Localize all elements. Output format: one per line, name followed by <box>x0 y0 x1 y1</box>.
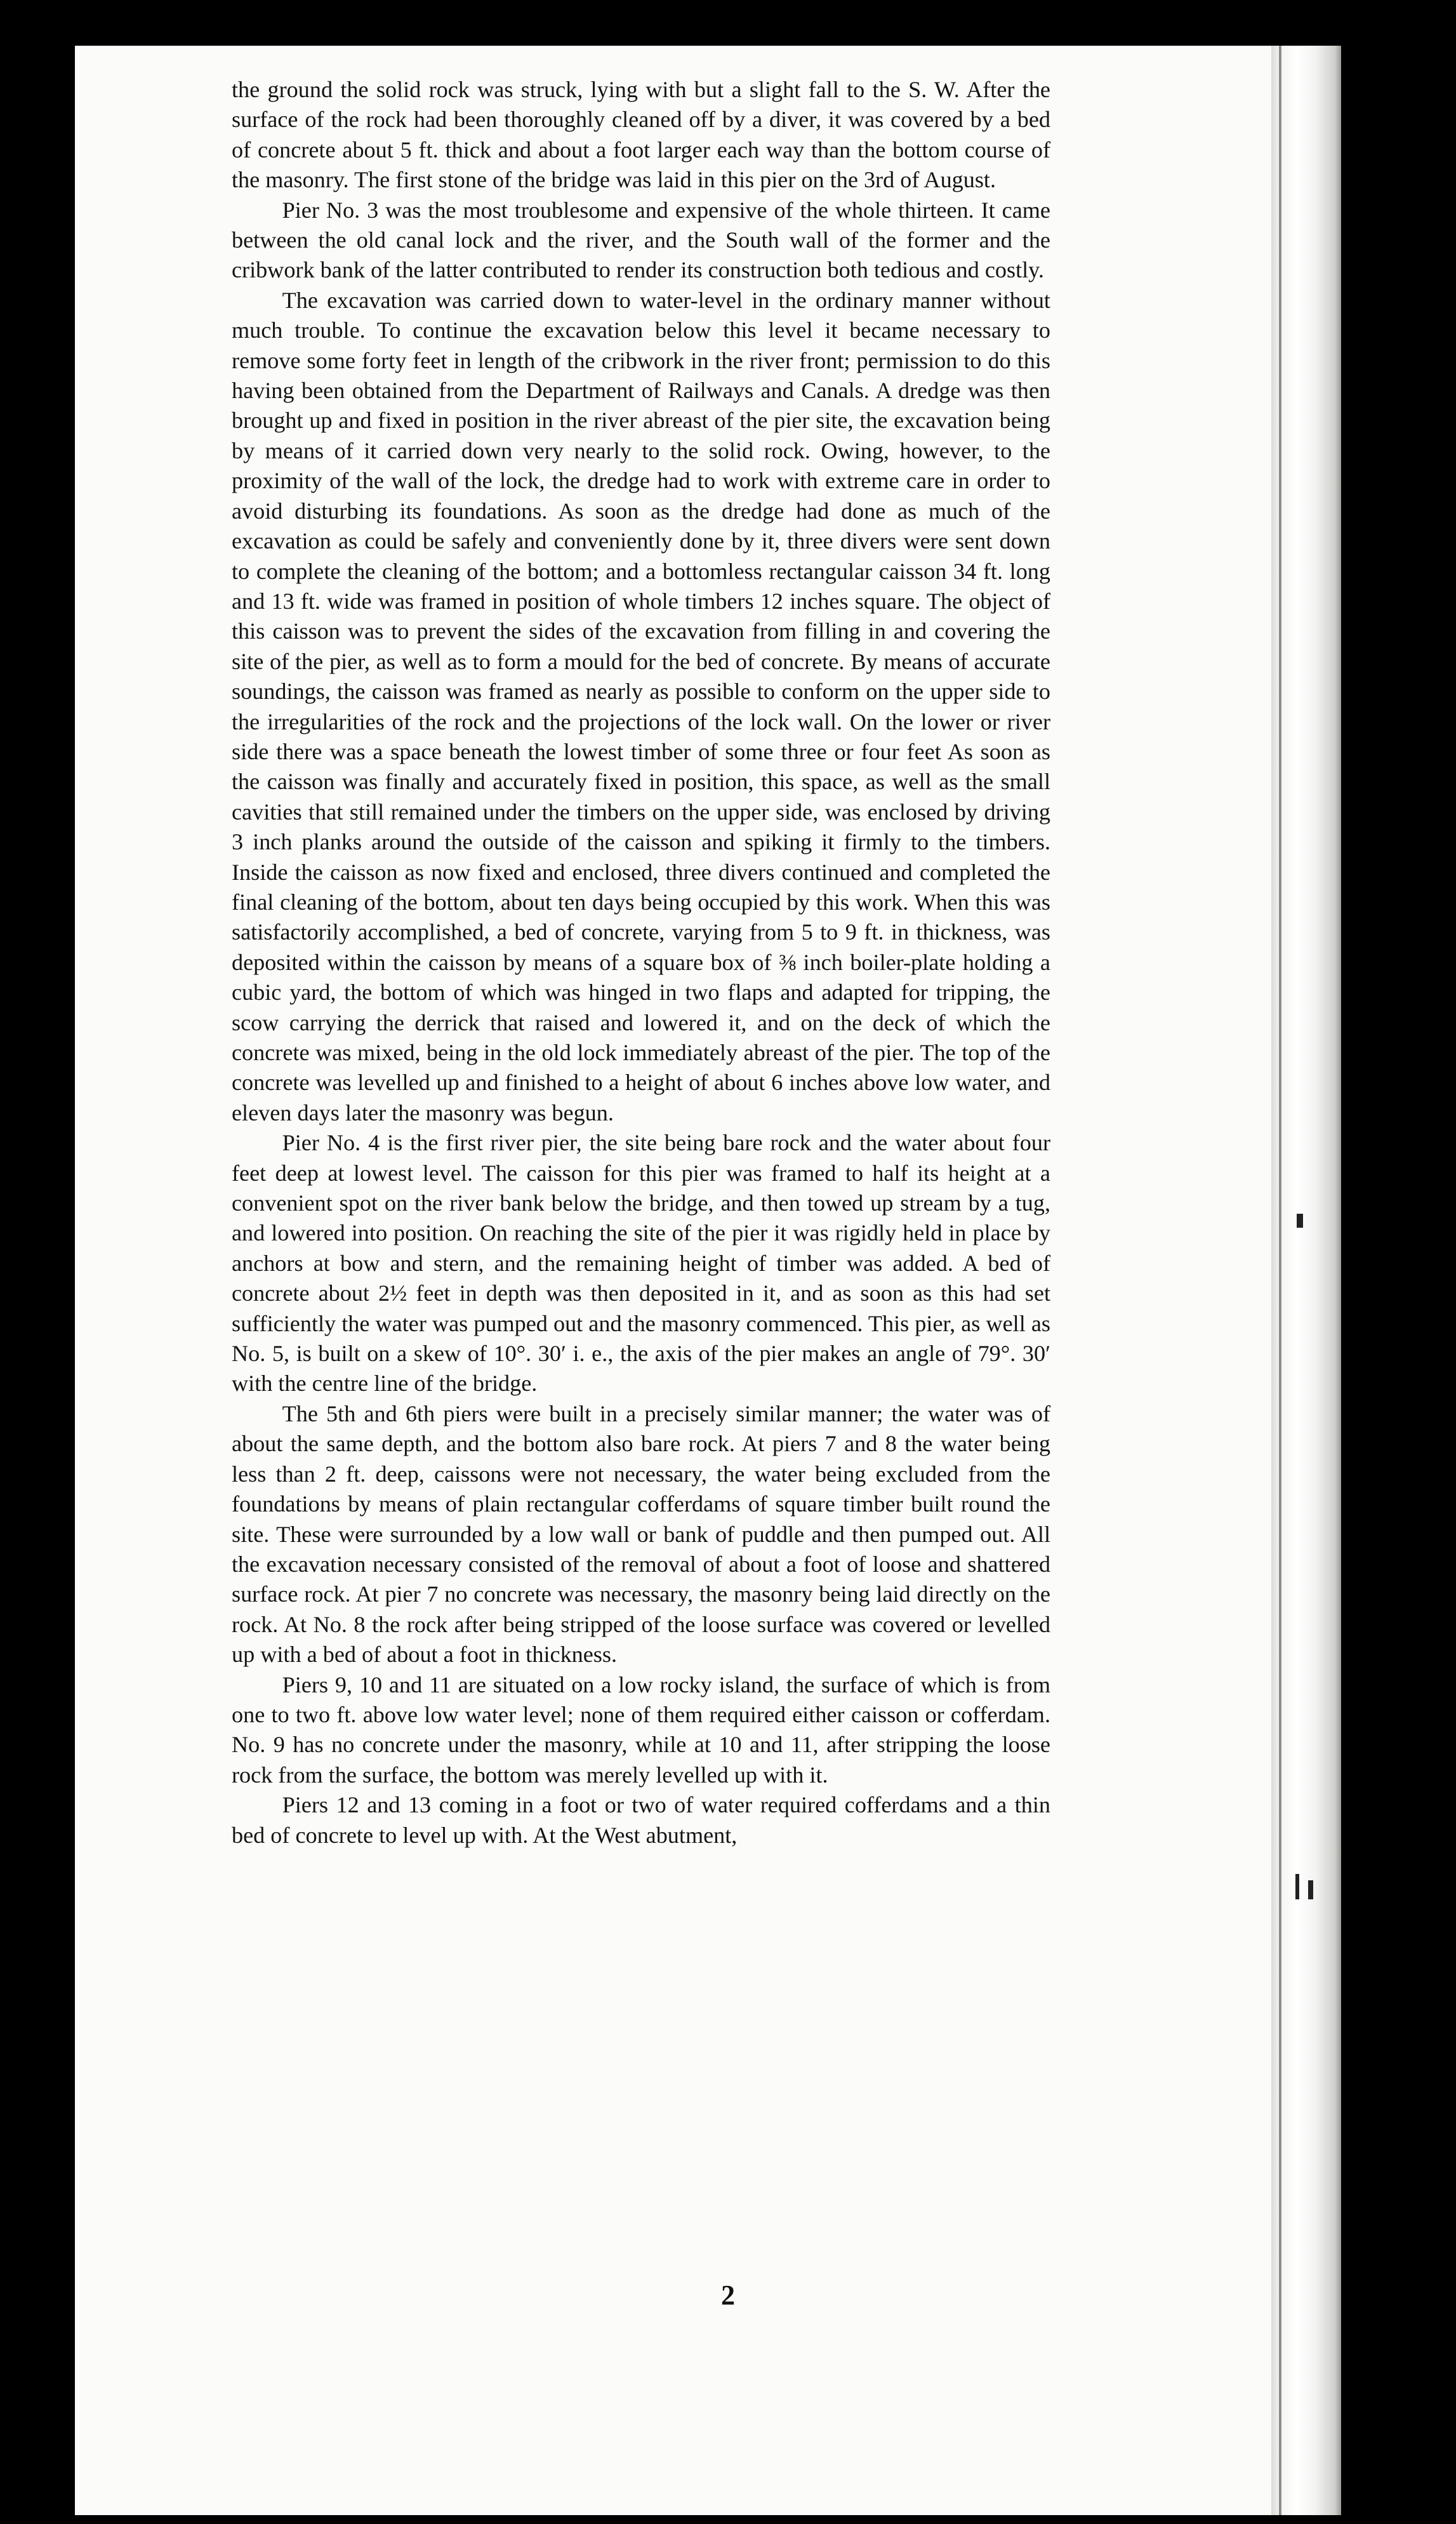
paragraph: Piers 12 and 13 coming in a foot or two of water required cofferdams and a thin bed of concrete to level up with. At the West abutment, <box>232 1792 1050 1848</box>
paragraph: the ground the solid rock was struck, lying with but a slight fall to the S. W. After the surface of the rock had been thoroughly cleaned off by a diver, it was covered by a bed of concrete about 5 ft. thick and about a foot larger each way than the bottom course of the masonry. The first stone of the bridge was laid in this pier on the 3rd of August. <box>232 77 1050 193</box>
edge-mark <box>1295 1874 1299 1899</box>
paragraph: The excavation was carried down to water-level in the ordinary manner without much trouble. To continue the excavation below this level it became necessary to remove some forty feet in length of the cribwork in the river front; permission to do this having been obtained from the Department of Railways and Canals. A dredge was then brought up and fixed in position in the river abreast of the pier site, the excavation being by means of it carried down very nearly to the solid rock. Owing, however, to the proximity of the wall of the lock, the dredge had to work with extreme care in order to avoid disturbing its foundations. As soon as the dredge had done as much of the excavation as could be safely and conveniently done by it, three divers were sent down to complete the cleaning of the bottom; and a bottomless rectangular caisson 34 ft. long and 13 ft. wide was framed in position of whole timbers 12 inches square. The object of this caisson was to prevent the sides of the excavation from filling in and covering the site of the pier, as well as to form a mould for the bed of concrete. By means of accurate soundings, the caisson was framed as nearly as possible to conform on the upper side to the irregularities of the rock and the projections of the lock wall. On the lower or river side there was a space beneath the lowest timber of some three or four feet As soon as the caisson was finally and accurately fixed in position, this space, as well as the small cavities that still remained under the timbers on the upper side, was enclosed by driving 3 inch planks around the outside of the caisson and spiking it firmly to the timbers. Inside the caisson as now fixed and enclosed, three divers continued and completed the final cleaning of the bottom, about ten days being occupied by this work. When this was satisfactorily accomplished, a bed of concrete, varying from 5 to 9 ft. in thickness, was deposited within the caisson by means of a square box of ⅜ inch boiler-plate holding a cubic yard, the bottom of which was hinged in two flaps and adapted for tripping, the scow carrying the derrick that raised and lowered it, and on the deck of which the concrete was mixed, being in the old lock immediately abreast of the pier. The top of the concrete was levelled up and finished to a height of about 6 inches above low water, and eleven days later the masonry was begun. <box>232 287 1050 1126</box>
body-text <box>232 75 1050 1850</box>
paragraph: The 5th and 6th piers were built in a precisely similar manner; the water was of about the same depth, and the bottom also bare rock. At piers 7 and 8 the water being less than 2 ft. deep, caissons were not necessary, the water being excluded from the foundations by means of plain rectangular cofferdams of square timber built round the site. These were surrounded by a low wall or bank of puddle and then pumped out. All the excavation necessary consisted of the removal of about a foot of loose and shattered surface rock. At pier 7 no concrete was necessary, the masonry being laid directly on the rock. At No. 8 the rock after being stripped of the loose surface was covered or levelled up with a bed of about a foot in thickness. <box>232 1400 1050 1668</box>
page-number: 2 <box>721 2280 735 2311</box>
page-edge-margin <box>1271 46 1341 2515</box>
edge-mark <box>1308 1880 1313 1899</box>
paragraph: Pier No. 3 was the most troublesome and expensive of the whole thirteen. It came between the old canal lock and the river, and the South wall of the former and the cribwork bank of the latter contributed to render its construction both tedious and costly. <box>232 197 1050 283</box>
paragraph: Piers 9, 10 and 11 are situated on a low rocky island, the surface of which is from one to two ft. above low water level; none of them required either caisson or cofferdam. No. 9 has no concrete under the masonry, while at 10 and 11, after stripping the loose rock from the surface, the bottom was merely levelled up with it. <box>232 1671 1050 1788</box>
edge-mark <box>1297 1214 1303 1228</box>
paragraph: Pier No. 4 is the first river pier, the site being bare rock and the water about four feet deep at lowest level. The caisson for this pier was framed to half its height at a convenient spot on the river bank below the bridge, and then towed up stream by a tug, and lowered into position. On reaching the site of the pier it was rigidly held in place by anchors at bow and stern, and the remaining height of timber was added. A bed of concrete about 2½ feet in depth was then deposited in it, and as soon as this had set sufficiently the water was pumped out and the masonry commenced. This pier, as well as No. 5, is built on a skew of 10°. 30′ i. e., the axis of the pier makes an angle of 79°. 30′ with the centre line of the bridge. <box>232 1130 1050 1397</box>
